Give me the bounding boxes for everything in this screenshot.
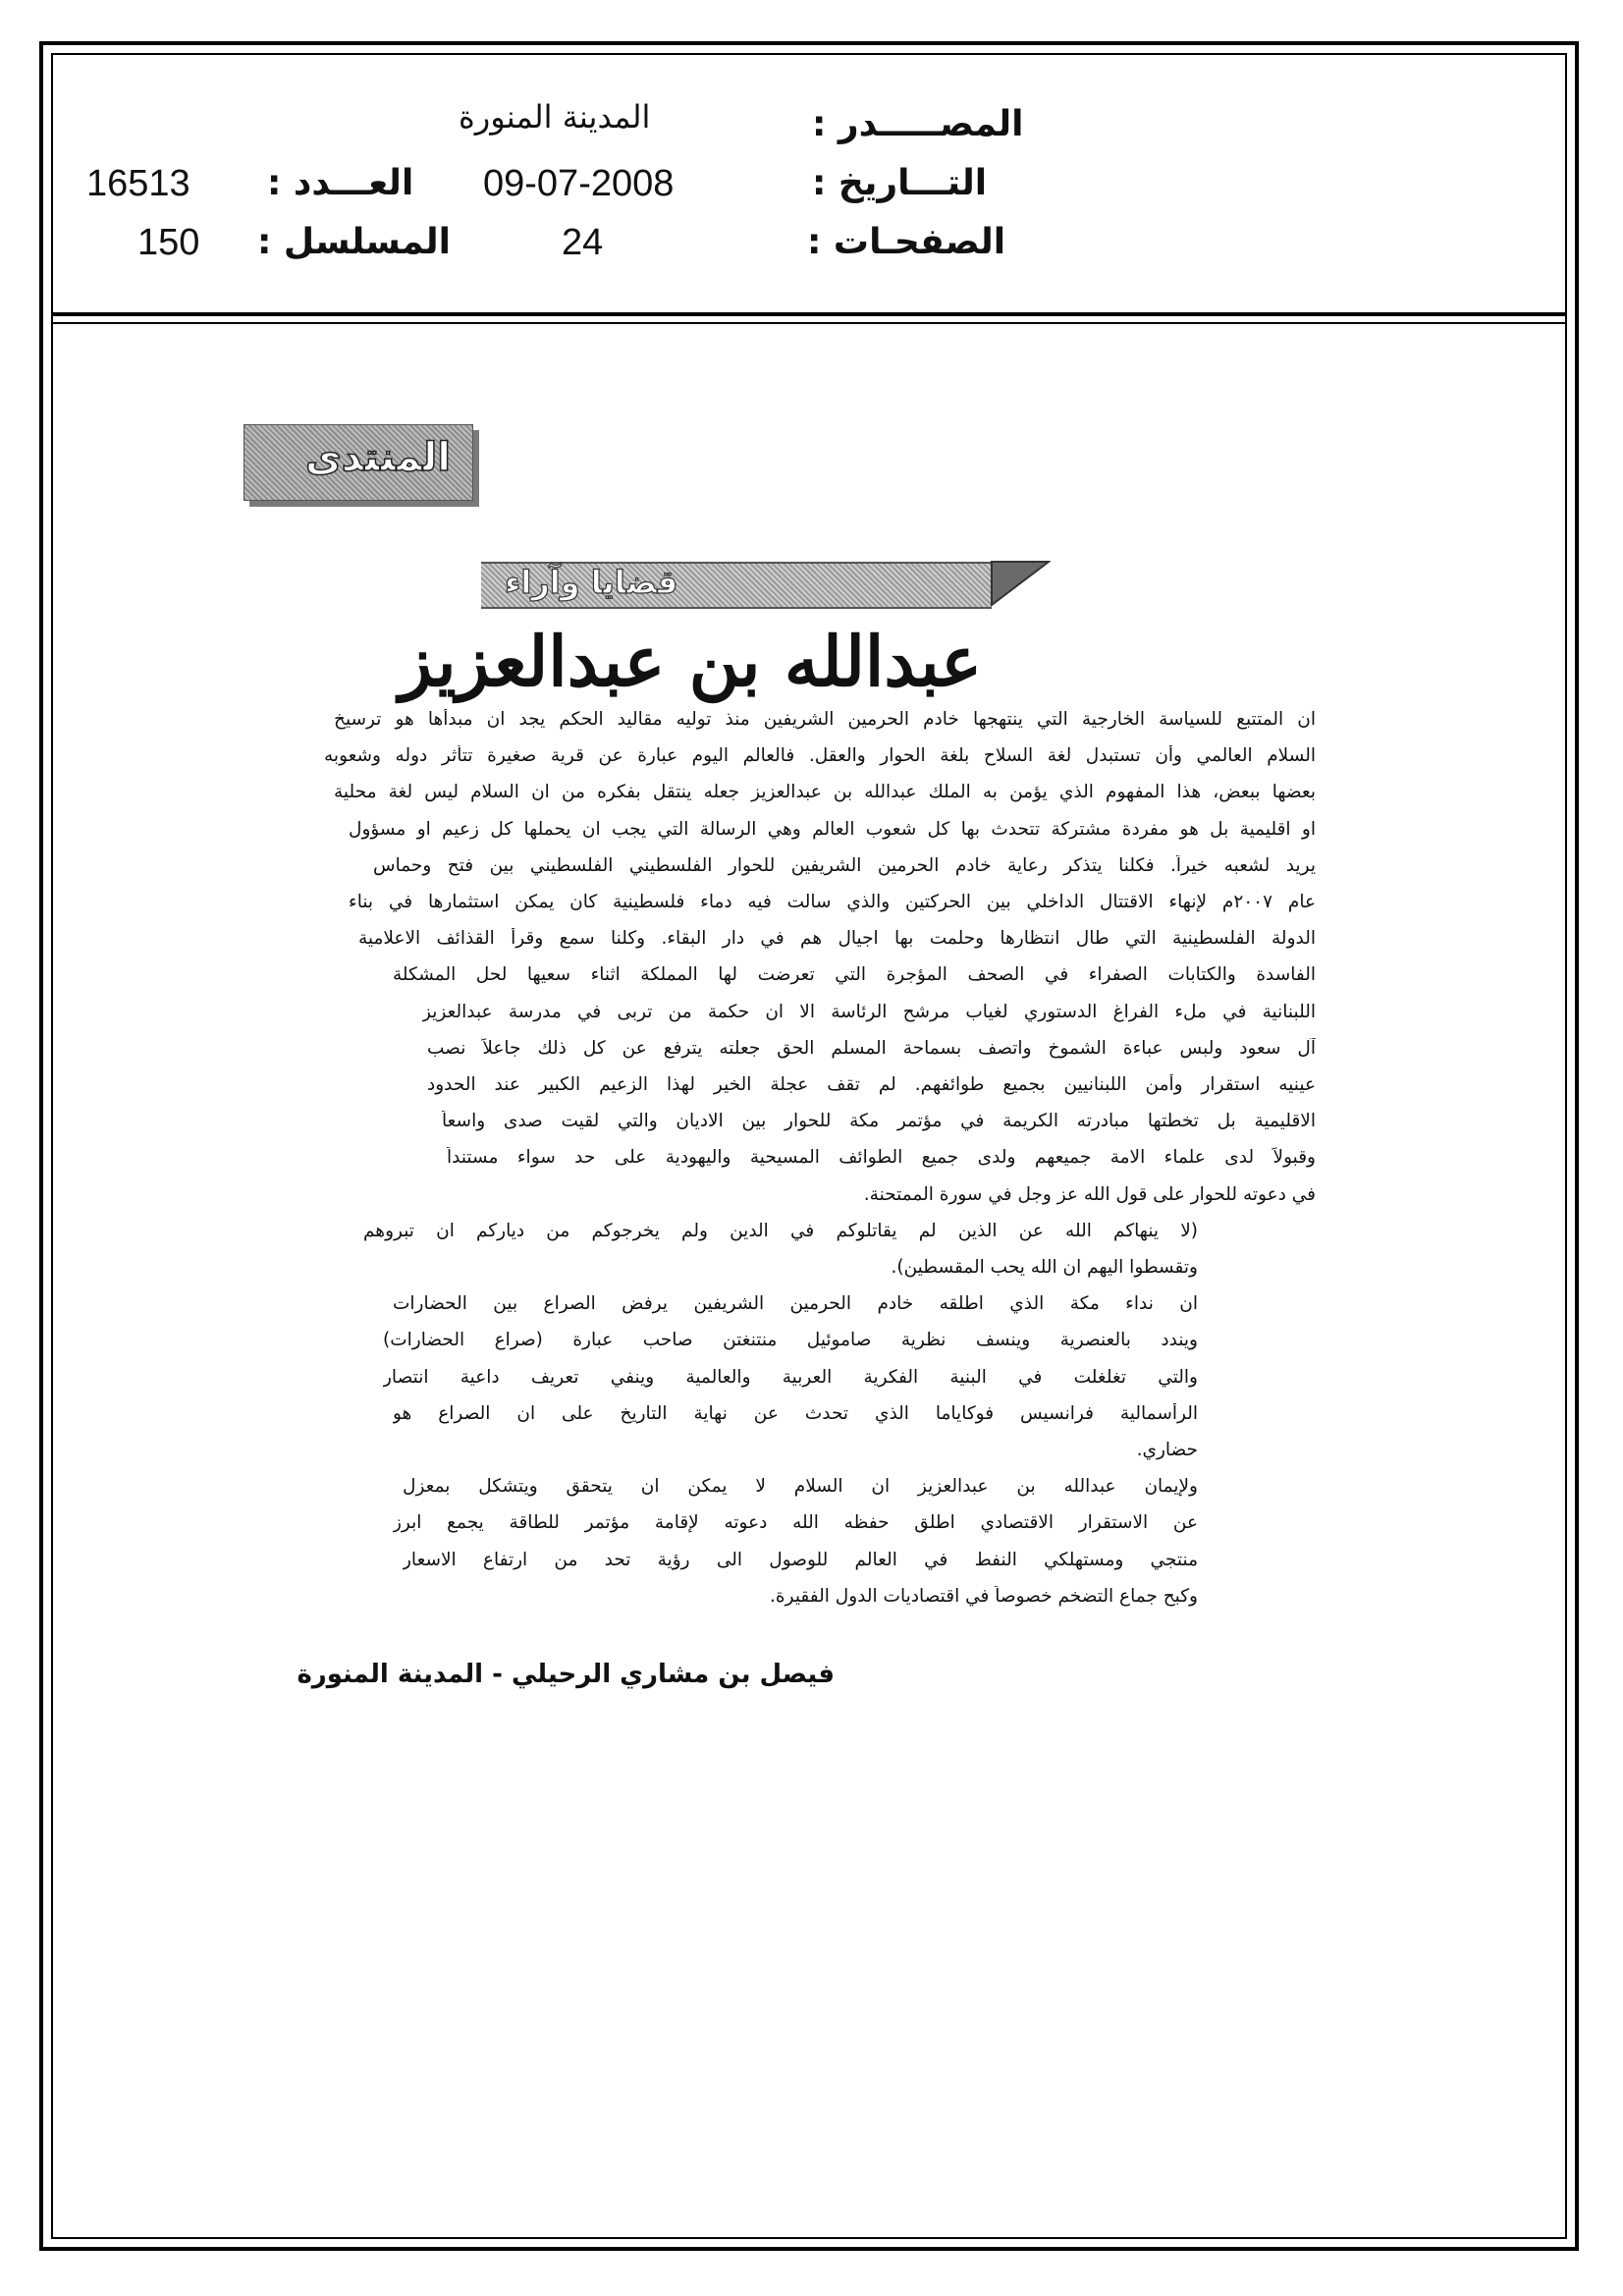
article-line: الدولة الفلسطينية التي طال انتظارها وحلمت بها اجيال هم في دار البقاء. وكلنا سمع وقرأ القذائف الاعلامية [358, 928, 1316, 950]
article-line: والتي تغلغلت في البنية الفكرية العربية والعالمية وينفي تعريف داعية انتصار [383, 1366, 1198, 1388]
article-line: ولإيمان عبدالله بن عبدالعزيز ان السلام لا يمكن ان يتحقق ويتشكل بمعزل [403, 1476, 1198, 1498]
article-line: وقبولاً لدى علماء الامة جميعهم ولدى جميع الطوائف المسيحية واليهودية على حد سواء مستنداً [447, 1147, 1316, 1169]
issue-value: 16513 [86, 163, 190, 204]
article-line: آل سعود ولبس عباءة الشموخ واتصف بسماحة المسلم الحق جعلته يترفع عن كل ذلك جاعلاً نصب [427, 1037, 1316, 1059]
header-divider [51, 312, 1567, 316]
article-line: ويندد بالعنصرية وينسف نظرية صاموئيل منتنغتن صاحب عبارة (صراع الحضارات) [383, 1330, 1198, 1351]
article-line: يريد لشعبه خيراً. فكلنا يتذكر رعاية خادم الحرمين الشريفين للحوار الفلسطيني الفلسطيني بين فتح وحماس [373, 854, 1316, 876]
article-line: بعضها ببعض، هذا المفهوم الذي يؤمن به الملك عبدالله بن عبدالعزيز جعله ينتقل بفكره من ان السلام ليس لغة محلية [334, 782, 1316, 803]
article-line: (لا ينهاكم الله عن الذين لم يقاتلوكم في الدين ولم يخرجوكم من دياركم ان تبروهم [363, 1220, 1198, 1241]
article-line: عينيه استقرار وأمن اللبنانيين بجميع طوائفهم. لم تقف عجلة الخير لهذا الزعيم الكبير عند الحدود [427, 1074, 1316, 1095]
article-byline: فيصل بن مشاري الرحيلي - المدينة المنورة [297, 1660, 835, 1689]
section-tag-forum [243, 424, 473, 501]
article-line: وتقسطوا اليهم ان الله يحب المقسطين). [891, 1257, 1198, 1278]
article-line: عام ٢٠٠٧م لإنهاء الاقتتال الداخلي بين الحركتين والذي سالت فيه دماء فلسطينية كان يمكن استثمارها في بناء [349, 892, 1316, 912]
article-line: حضاري. [1136, 1440, 1198, 1460]
article-line: ان نداء مكة الذي اطلقه خادم الحرمين الشريفين يرفض الصراع بين الحضارات [393, 1293, 1198, 1315]
article-line: الفاسدة والكتابات الصفراء في الصحف المؤجرة التي تعرضت لها المملكة اثناء سعيها لحل المشكلة [393, 964, 1316, 986]
serial-value: 150 [137, 222, 200, 263]
source-value: المدينة المنورة [459, 98, 651, 136]
article-line: الرأسمالية فرانسيس فوكاياما الذي تحدث عن نهاية التاريخ على ان الصراع هو [393, 1402, 1198, 1424]
issue-label: العـــدد : [267, 163, 414, 203]
date-value: 09-07-2008 [483, 163, 675, 204]
kicker-banner [481, 556, 1051, 611]
article-line: او اقليمية بل هو مفردة مشتركة تتحدث بها كل شعوب العالم وهي الرسالة التي يجب ان يحملها كل زعيم او مسؤول [349, 818, 1316, 840]
article-line: السلام العالمي وأن تستبدل لغة السلاح بلغة الحوار والعقل. فالعالم اليوم عبارة عن قرية صغيرة تتأثر دوله وشعوبه [324, 745, 1316, 767]
date-label: التـــاريخ : [812, 163, 988, 203]
article-line: اللبنانية في ملء الفراغ الدستوري لغياب مرشح الرئاسة الا ان حكمة من تربى في مدرسة عبدالعزيز [422, 1001, 1316, 1022]
kicker-text: قضايا وآراء [505, 564, 678, 601]
article-headline: عبدالله بن عبدالعزيز [399, 621, 982, 702]
article-line: في دعوته للحوار على قول الله عز وجل في سورة الممتحنة. [863, 1183, 1316, 1205]
pages-value: 24 [562, 222, 604, 263]
article-line: منتجي ومستهلكي النفط في العالم للوصول الى رؤية تحد من ارتفاع الاسعار [403, 1549, 1198, 1570]
article-line: عن الاستقرار الاقتصادي اطلق حفظه الله دعوته لإقامة مؤتمر للطاقة يجمع ابرز [393, 1512, 1198, 1534]
serial-label: المسلسل : [257, 222, 452, 262]
header-divider-thin [51, 322, 1567, 324]
article-line: ان المتتبع للسياسة الخارجية التي ينتهجها خادم الحرمين الشريفين منذ توليه مقاليد الحكم يجد ان مبدأها هو ترسيخ [334, 709, 1316, 730]
document-header [51, 53, 1567, 318]
source-label: المصـــــدر : [812, 104, 1024, 144]
page-inner-border [51, 53, 1567, 2239]
pages-label: الصفحـات : [807, 222, 1006, 262]
section-tag-label: المنتدى [305, 435, 451, 480]
article-line: الاقليمية بل تخطتها مبادرته الكريمة في مؤتمر مكة للحوار بين الاديان والتي لقيت صدى واسعاً [442, 1111, 1316, 1132]
article-line: وكبح جماع التضخم خصوصاً في اقتصاديات الدول الفقيرة. [770, 1585, 1198, 1607]
